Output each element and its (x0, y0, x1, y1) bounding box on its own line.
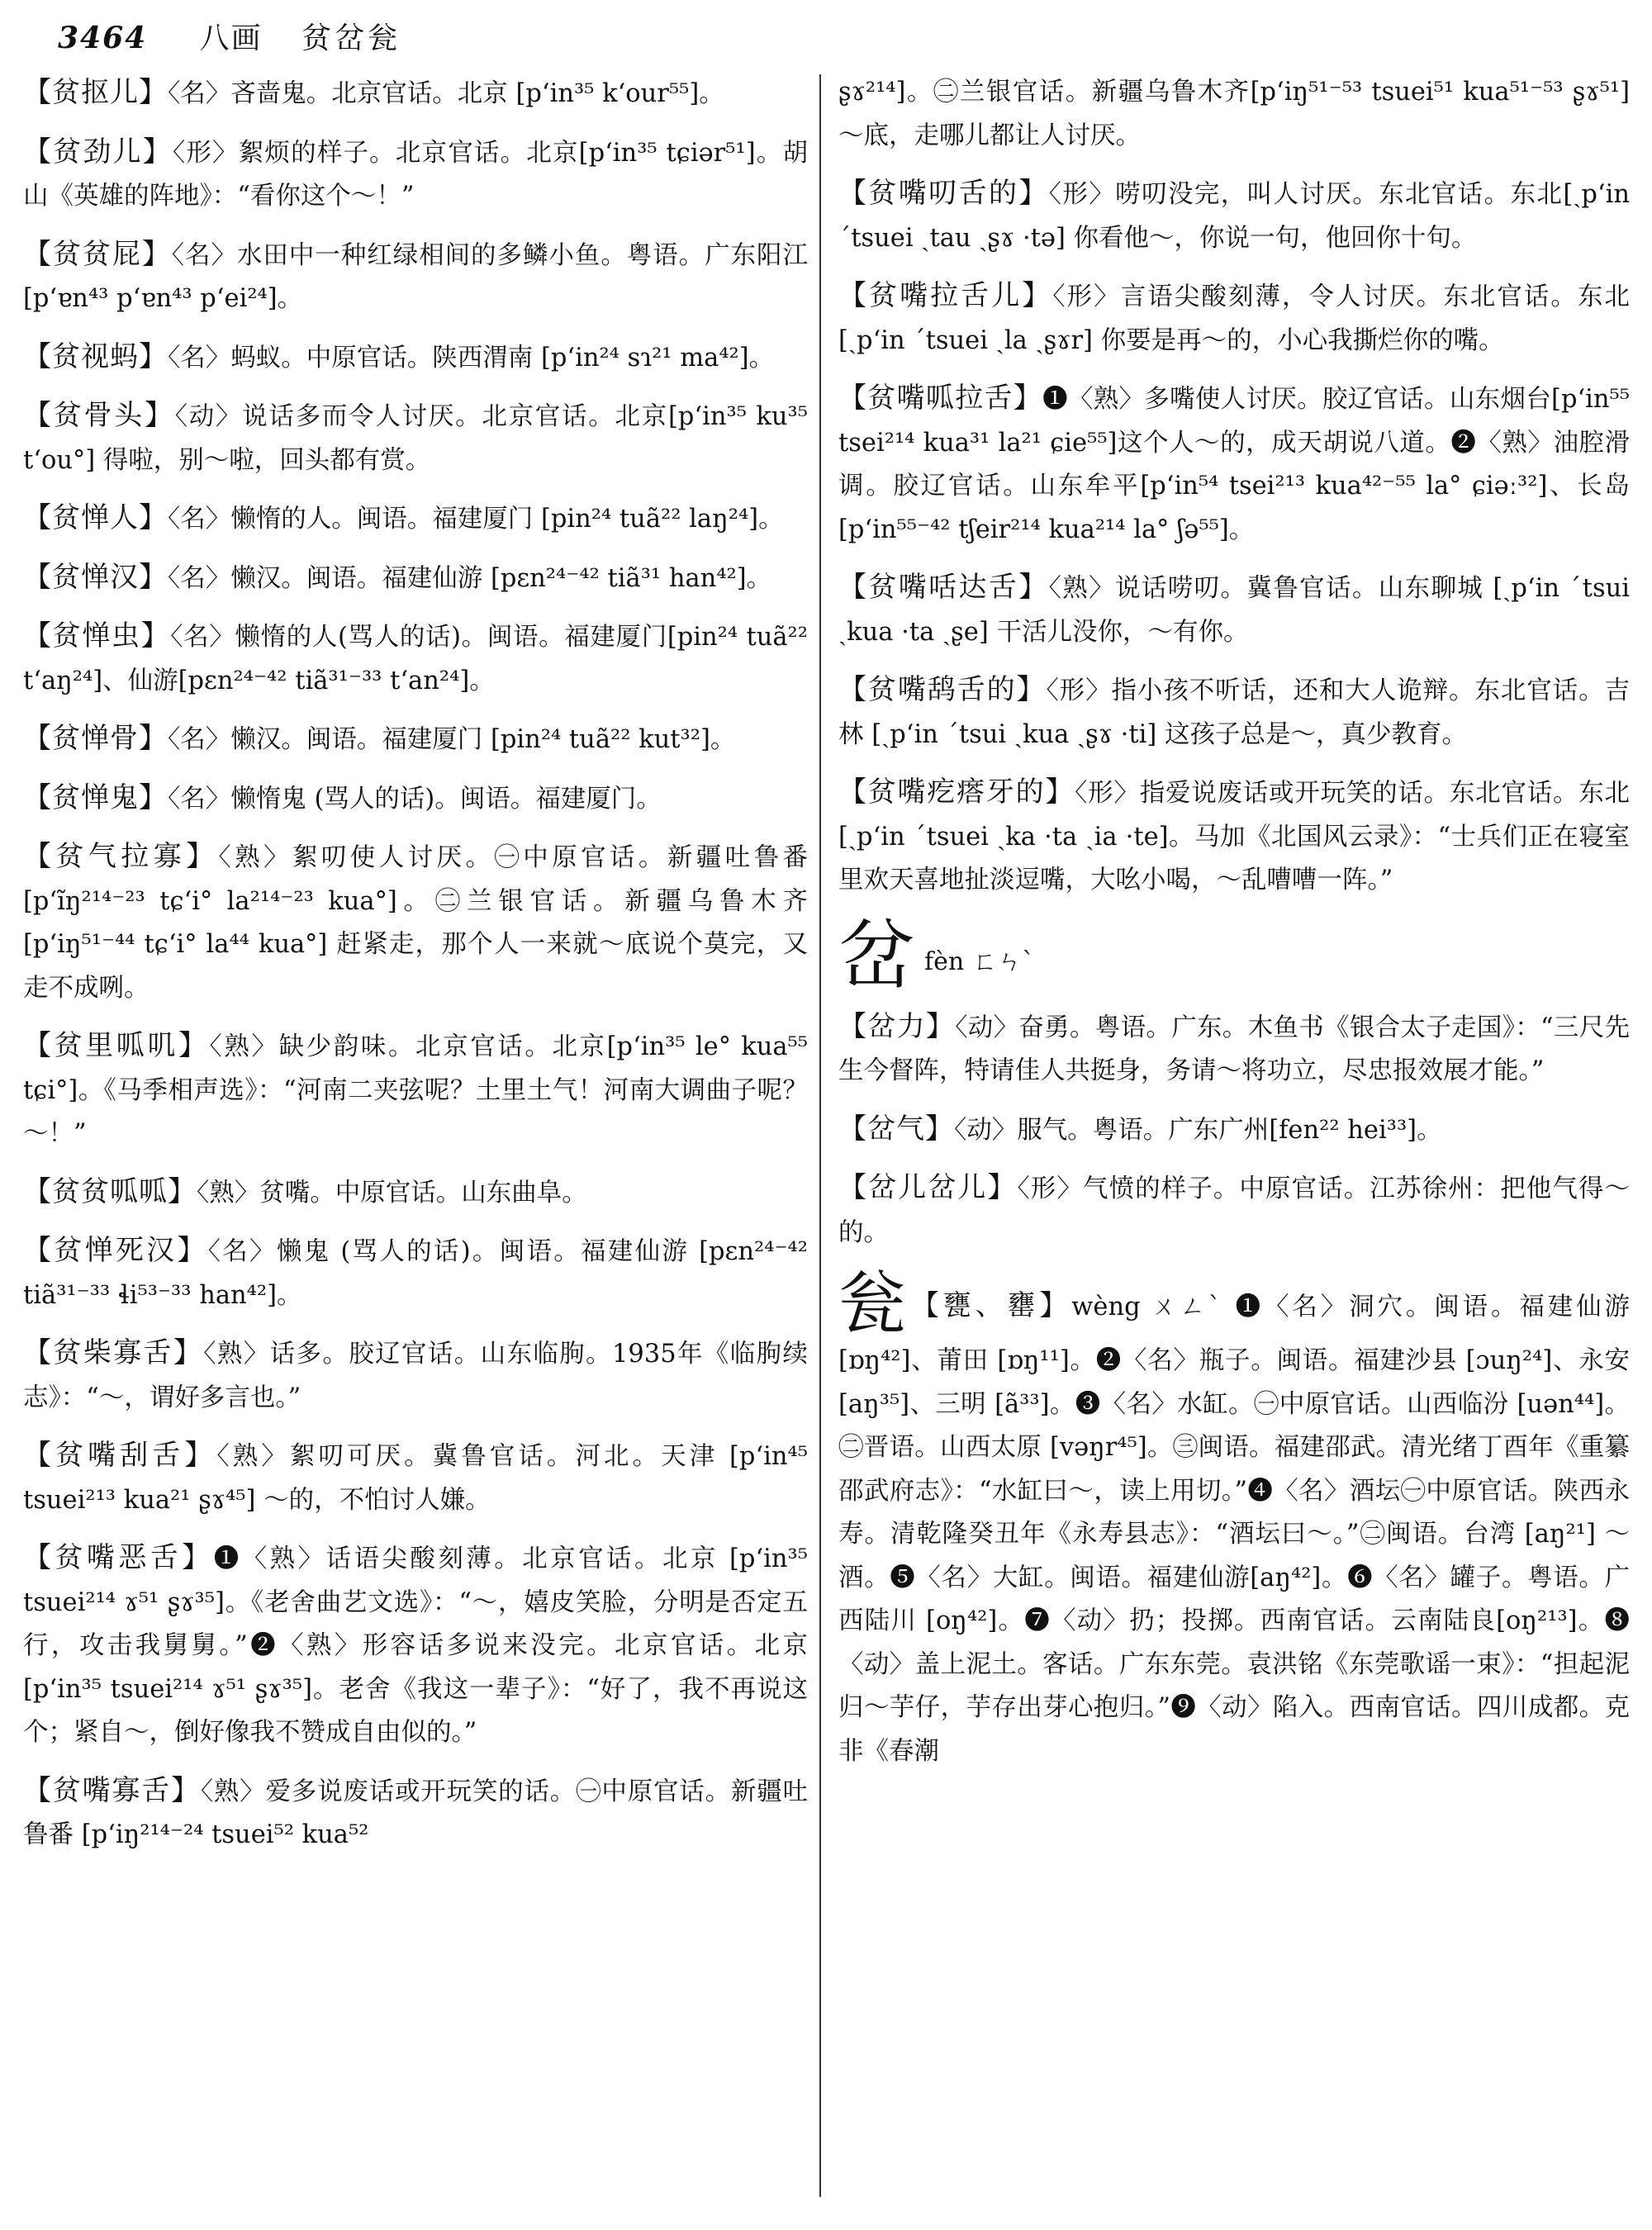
dictionary-entry (23, 1331, 808, 1420)
dictionary-entry (23, 556, 808, 601)
entry-definition: 〈动〉奋勇。粤语。广东。木鱼书《银合太子走国》：“三尺先生今督阵，特请佳人共挺身，务请～将功立，尽忠报效展才能。” (838, 1013, 1630, 1086)
column-divider (819, 74, 821, 2197)
entry-definition: 〈熟〉絮叨使人讨厌。㊀中原官话。新疆吐鲁番 [p‘ĩŋ²¹⁴⁻²³ tɕ‘i° la²¹⁴⁻²³ kua°]。㊁兰银官话。新疆乌鲁木齐 [p‘iŋ⁵¹⁻⁴⁴ tɕ‘i° la⁴⁴ kua°] 赶紧走，那个人一来就～底说个莫完，又走不成咧。 (23, 843, 808, 1003)
entry-definition: 〈名〉吝啬鬼。北京官话。北京 [p‘in³⁵ k‘our⁵⁵]。 (168, 79, 724, 108)
dictionary-entry (23, 1434, 808, 1522)
entry-headword: 【岔气】 (838, 1112, 954, 1146)
dictionary-entry (838, 771, 1630, 903)
entry-headword: 【贫惮虫】 (23, 619, 171, 652)
entry-headword: 【贫嘴拉舌儿】 (838, 279, 1053, 312)
entry-headword: 【贫骨头】 (23, 399, 175, 432)
entry-headword: 【贫嘴恶舌】 (23, 1541, 214, 1574)
dictionary-entry (23, 717, 808, 762)
entry-definition: 〈熟〉贫嘴。中原官话。山东曲阜。 (197, 1178, 587, 1208)
entry-headword: 【贫惮死汉】 (23, 1234, 208, 1267)
character-entry (838, 1264, 1630, 1773)
entry-definition: wèng ㄨㄥˋ ❶〈名〉洞穴。闽语。福建仙游 [ɒŋ⁴²]、莆田 [ɒŋ¹¹]。❷〈名〉瓶子。闽语。福建沙县 [ɔuŋ²⁴]、永安 [aŋ³⁵]、三明 [ã³³]。❸〈名〉水缸。㊀中原官话。山西临汾 [uən⁴⁴]。㊁晋语。山西太原 [vəŋr⁴⁵]。㊂闽语。福建邵武。清光绪丁酉年《重纂邵武府志》：“水缸曰～，读上用切。”❹〈名〉酒坛㊀中原官话。陕西永寿。清乾隆癸丑年《永寿县志》：“酒坛曰～。”㊁闽语。台湾 [aŋ²¹] ～酒。❺〈名〉大缸。闽语。福建仙游[aŋ⁴²]。❻〈名〉罐子。粤语。广西陆川 [oŋ⁴²]。❼〈动〉扔；投掷。西南官话。云南陆良[oŋ²¹³]。❽〈动〉盖上泥土。客话。广东东莞。袁洪铭《东莞歌谣一束》：“担起泥归～芋仔，芋存出芽心抱归。”❾〈动〉陷入。西南官话。四川成都。克非《春潮 (838, 1293, 1630, 1766)
dictionary-entry (23, 776, 808, 822)
entry-headword: 【贫惮鬼】 (23, 780, 168, 814)
running-head (58, 15, 1627, 64)
entry-headword: 【贫嘴鸹舌的】 (838, 673, 1047, 706)
dictionary-entry (838, 1005, 1630, 1094)
dictionary-entry (838, 274, 1630, 363)
entry-definition: 〈动〉服气。粤语。广东广州[fen²² hei³³]。 (954, 1115, 1442, 1145)
page-number: 3464 (58, 21, 148, 55)
dictionary-entry (23, 614, 808, 703)
entry-headword: 【贫嘴刮舌】 (23, 1439, 217, 1472)
dictionary-entry (23, 1170, 808, 1216)
head-character: 瓮 (838, 1264, 909, 1344)
entry-headword: 【贫嘴咶达舌】 (838, 571, 1049, 604)
entry-definition: 〈形〉指爱说废话或开玩笑的话。东北官话。东北[ˏp‘in ˊtsuei ˏka ·ta ˏia ·te]。马加《北国风云录》：“士兵们正在寝室里欢天喜地扯淡逗嘴，大吆小喝，～乱嘈嘈一阵。” (838, 779, 1630, 894)
entry-definition: 〈熟〉爱多说废话或开玩笑的话。㊀中原官话。新疆吐鲁番 [p‘iŋ²¹⁴⁻²⁴ tsuei⁵² kua⁵² (23, 1777, 808, 1849)
entry-definition: 〈名〉懒鬼 (骂人的话)。闽语。福建仙游 [pɛn²⁴⁻⁴² tiã³¹⁻³³ ɬi⁵³⁻³³ han⁴²]。 (23, 1237, 808, 1310)
entry-headword: 【贫惮骨】 (23, 722, 168, 755)
entry-definition: 〈名〉蚂蚁。中原官话。陕西渭南 [p‘in²⁴ sɿ²¹ ma⁴²]。 (168, 343, 775, 372)
head-character: 岔 (838, 911, 915, 1000)
dictionary-entry (23, 1024, 808, 1156)
zhuyin: ㄈㄣˋ (972, 947, 1035, 976)
dictionary-entry (23, 394, 808, 482)
entry-definition: 〈形〉絮烦的样子。北京官话。北京[p‘in³⁵ tɕiər⁵¹]。胡山《英雄的阵地》：“看你这个～！” (23, 138, 808, 211)
entry-headword: 【贫抠儿】 (23, 76, 168, 109)
entry-definition: 〈名〉懒汉。闽语。福建仙游 [pɛn²⁴⁻⁴² tiã³¹ han⁴²]。 (168, 563, 772, 593)
entry-headword: 【贫嘴叨舌的】 (838, 177, 1049, 210)
entry-headword: 【贫气拉寡】 (23, 840, 219, 873)
variant-forms: 【甕、罋】 (910, 1289, 1072, 1323)
dictionary-entry (838, 1108, 1630, 1153)
pinyin: fèn (924, 947, 965, 976)
entry-definition: 〈名〉懒汉。闽语。福建厦门 [pin²⁴ tuã²² kut³²]。 (168, 725, 736, 754)
right-column (838, 71, 1630, 2218)
dictionary-entry (23, 1536, 808, 1755)
character-heading (838, 911, 1630, 1002)
entry-definition: 〈熟〉缺少韵味。北京官话。北京[p‘in³⁵ le° kua⁵⁵ tɕi°]。《马季相声选》：“河南二夹弦呢？土里土气！河南大调曲子呢？～！” (23, 1032, 808, 1148)
dictionary-entry (838, 1166, 1630, 1255)
dictionary-entry (23, 335, 808, 381)
entry-headword: 【贫里呱叽】 (23, 1029, 210, 1062)
entry-definition: 〈熟〉话多。胶辽官话。山东临朐。1935年《临朐续志》：“～，谓好多言也。” (23, 1340, 808, 1412)
entry-headword: 【岔力】 (838, 1009, 956, 1043)
dictionary-entry (838, 668, 1630, 757)
entry-definition: 〈动〉说话多而令人讨厌。北京官话。北京[p‘in³⁵ ku³⁵ t‘ou°] 得啦，别～啦，回头都有赏。 (23, 402, 808, 475)
dictionary-entry (23, 130, 808, 219)
entry-headword: 【岔儿岔儿】 (838, 1171, 1018, 1205)
stroke-section: 八画 (199, 21, 263, 55)
entry-headword: 【贫惮汉】 (23, 560, 168, 594)
entry-definition: 〈形〉气愤的样子。中原官话。江苏徐州：把他气得～的。 (838, 1174, 1630, 1247)
entry-headword: 【贫劲儿】 (23, 135, 173, 168)
entry-definition: 〈名〉懒惰的人(骂人的话)。闽语。福建厦门[pin²⁴ tuã²² t‘aŋ²⁴]、仙游[pɛn²⁴⁻⁴² tiã³¹⁻³³ t‘an²⁴]。 (23, 623, 808, 695)
entry-definition: 〈形〉言语尖酸刻薄，令人讨厌。东北官话。东北[ˏp‘in ˊtsuei ˏla ˏʂɤr] 你要是再～的，小心我撕烂你的嘴。 (838, 282, 1630, 355)
entry-definition: 〈名〉懒惰鬼 (骂人的话)。闽语。福建厦门。 (168, 784, 662, 814)
entry-definition: 〈形〉唠叨没完，叫人讨厌。东北官话。东北[ˏp‘in ˊtsuei ˏtau ˏʂɤ ·tə] 你看他～，你说一句，他回你十句。 (838, 180, 1630, 253)
entry-definition: 〈形〉指小孩不听话，还和大人诡辩。东北官话。吉林 [ˏp‘in ˊtsui ˏkua ˏʂɤ ·ti] 这孩子总是～，真少教育。 (838, 676, 1630, 749)
entry-headword: 【贫嘴呱拉舌】 (838, 382, 1043, 415)
left-column (23, 71, 808, 2218)
entry-headword: 【贫柴寡舌】 (23, 1336, 204, 1369)
dictionary-entry (23, 1229, 808, 1317)
entry-headword: 【贫贫屁】 (23, 237, 172, 271)
entry-headword: 【贫贫呱呱】 (23, 1174, 197, 1208)
entry-definition: ʂɤ²¹⁴]。㊁兰银官话。新疆乌鲁木齐[p‘iŋ⁵¹⁻⁵³ tsuei⁵¹ kua⁵¹⁻⁵³ ʂɤ⁵¹] ～底，走哪儿都让人讨厌。 (838, 78, 1630, 150)
dictionary-entry (838, 566, 1630, 654)
dictionary-entry (23, 233, 808, 321)
entry-headword: 【贫惮人】 (23, 501, 168, 534)
entry-definition: 〈名〉水田中一种红绿相间的多鳞小鱼。粤语。广东阳江 [p‘ɐn⁴³ p‘ɐn⁴³ p‘ei²⁴]。 (23, 240, 808, 313)
dictionary-entry (23, 71, 808, 116)
dictionary-entry (23, 835, 808, 1010)
dictionary-entry (838, 377, 1630, 552)
dictionary-entry (838, 172, 1630, 260)
entry-headword: 【贫嘴寡舌】 (23, 1773, 201, 1807)
entry-definition: 〈名〉懒惰的人。闽语。福建厦门 [pin²⁴ tuã²² laŋ²⁴]。 (168, 505, 784, 534)
entry-definition: 〈熟〉说话唠叨。冀鲁官话。山东聊城 [ˏp‘in ˊtsui ˏkua ·ta ˏʂe] 干活儿没你，～有你。 (838, 574, 1630, 647)
dictionary-entry (23, 496, 808, 542)
entry-definition: ❶〈熟〉话语尖酸刻薄。北京官话。北京 [p‘in³⁵ tsuei²¹⁴ ɤ⁵¹ ʂɤ³⁵]。《老舍曲艺文选》：“～，嬉皮笑脸，分明是否定五行，攻击我舅舅。”❷〈熟〉形容话多说来没完。北京官话。北京 [p‘in³⁵ tsuei²¹⁴ ɤ⁵¹ ʂɤ³⁵]。老舍《我这一辈子》：“好了，我不再说这个；紧自～，倒好像我不赞成自由似的。” (23, 1544, 808, 1747)
dictionary-entry (23, 1769, 808, 1858)
page-headwords: 贫岔瓮 (301, 21, 401, 55)
entry-definition: ❶〈熟〉多嘴使人讨厌。胶辽官话。山东烟台[p‘in⁵⁵ tsei²¹⁴ kua³¹ la²¹ ɕie⁵⁵]这个人～的，成天胡说八道。❷〈熟〉油腔滑调。胶辽官话。山东牟平[p‘in⁵⁴ tsei²¹³ kua⁴²⁻⁵⁵ la° ɕiəː³²]、长岛 [p‘in⁵⁵⁻⁴² tʃeir²¹⁴ kua²¹⁴ la° ʃə⁵⁵]。 (838, 385, 1630, 544)
entry-definition: 〈熟〉絮叨可厌。冀鲁官话。河北。天津 [p‘in⁴⁵ tsuei²¹³ kua²¹ ʂɤ⁴⁵] ～的，不怕讨人嫌。 (23, 1442, 808, 1515)
entry-headword: 【贫视蚂】 (23, 339, 168, 373)
entry-headword: 【贫嘴疙瘩牙的】 (838, 776, 1075, 809)
entry-continuation (838, 71, 1630, 158)
